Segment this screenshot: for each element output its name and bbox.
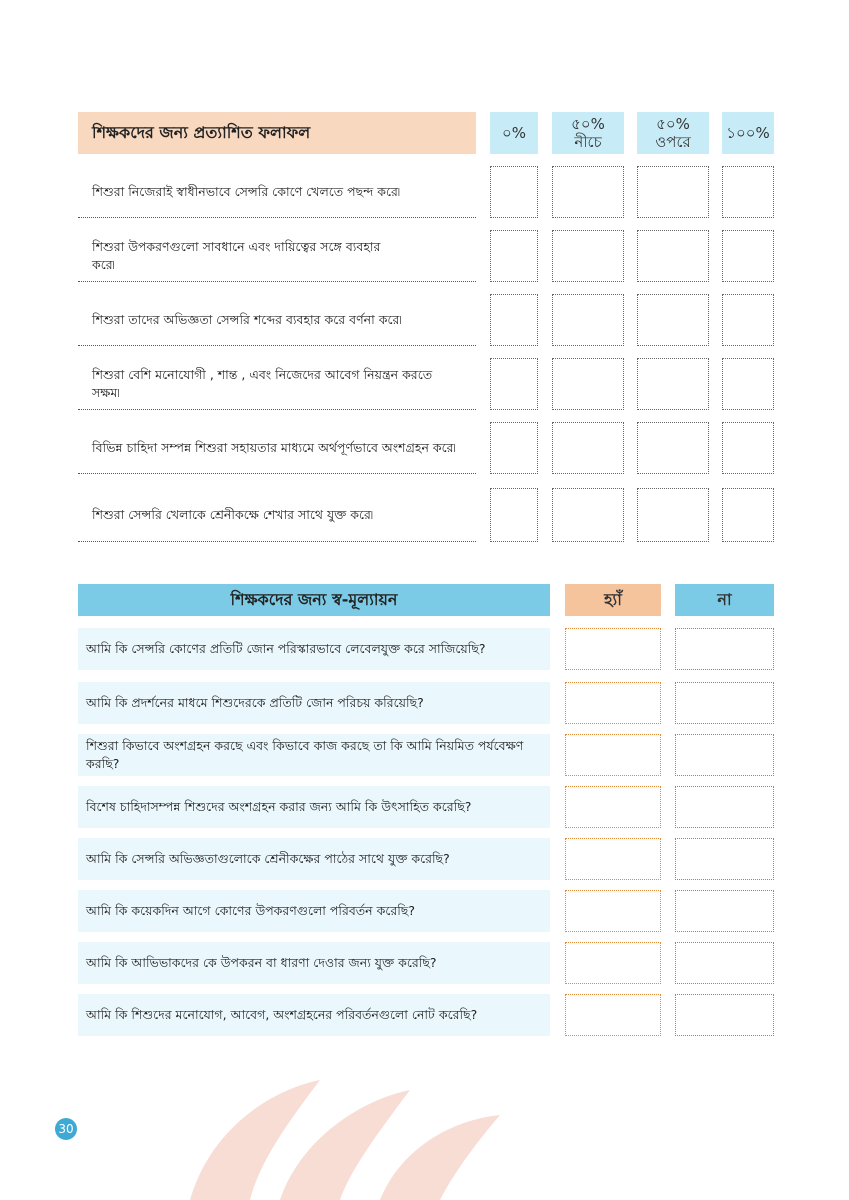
- rating-checkbox[interactable]: [490, 166, 538, 218]
- yes-checkbox[interactable]: [565, 786, 661, 828]
- decorative-petals: [150, 1060, 610, 1200]
- no-checkbox[interactable]: [675, 994, 774, 1036]
- rating-checkbox[interactable]: [552, 294, 624, 346]
- rating-checkbox[interactable]: [552, 422, 624, 474]
- rating-checkbox[interactable]: [722, 422, 774, 474]
- rating-checkbox[interactable]: [490, 488, 538, 542]
- rating-checkbox[interactable]: [552, 230, 624, 282]
- table2-row: বিশেষ চাহিদাসম্পন্ন শিশুদের অংশগ্রহন করার জন্য আমি কি উৎসাহিত করেছি?: [78, 786, 550, 828]
- column-100-percent: ১০০%: [722, 112, 774, 154]
- table1-header: [78, 112, 476, 154]
- rating-checkbox[interactable]: [637, 294, 709, 346]
- table2-row: আমি কি আভিভাকদের কে উপকরন বা ধারণা দেওার জন্য যুক্ত করেছি?: [78, 942, 550, 984]
- rating-checkbox[interactable]: [722, 294, 774, 346]
- yes-checkbox[interactable]: [565, 942, 661, 984]
- yes-checkbox[interactable]: [565, 628, 661, 670]
- table2-row: শিশুরা কিভাবে অংশগ্রহন করছে এবং কিভাবে কাজ করছে তা কি আমি নিয়মিত পর্যবেক্ষণ করছি?: [78, 734, 550, 776]
- rating-checkbox[interactable]: [637, 488, 709, 542]
- table1-row: শিশুরা বেশি মনোযোগী , শান্ত , এবং নিজেদের আবেগ নিয়ন্ত্রন করতে সক্ষম৷: [78, 358, 476, 410]
- column-yes: হ্যাঁ: [565, 584, 661, 616]
- table2-row: আমি কি শিশুদের মনোযোগ, আবেগ, অংশগ্রহনের পরিবর্তনগুলো নোট করেছি?: [78, 994, 550, 1036]
- no-checkbox[interactable]: [675, 682, 774, 724]
- rating-checkbox[interactable]: [637, 166, 709, 218]
- rating-checkbox[interactable]: [490, 230, 538, 282]
- rating-checkbox[interactable]: [637, 422, 709, 474]
- no-checkbox[interactable]: [675, 890, 774, 932]
- yes-checkbox[interactable]: [565, 838, 661, 880]
- rating-checkbox[interactable]: [637, 230, 709, 282]
- yes-checkbox[interactable]: [565, 734, 661, 776]
- yes-checkbox[interactable]: [565, 994, 661, 1036]
- column-0-percent: ০%: [490, 112, 538, 154]
- rating-checkbox[interactable]: [490, 358, 538, 410]
- rating-checkbox[interactable]: [722, 230, 774, 282]
- column-below-50-percent: ৫০% নীচে: [552, 112, 624, 154]
- yes-checkbox[interactable]: [565, 682, 661, 724]
- table2-row: আমি কি কয়েকদিন আগে কোণের উপকরণগুলো পরিবর্তন করেছি?: [78, 890, 550, 932]
- table1-row: বিভিন্ন চাহিদা সম্পন্ন শিশুরা সহায়তার মাধ্যমে অর্থপূর্ণভাবে অংশগ্রহন করে৷: [78, 422, 476, 474]
- no-checkbox[interactable]: [675, 942, 774, 984]
- table1-row: শিশুরা সেন্সরি খেলাকে শ্রেনীকক্ষে শেখার সাথে যুক্ত করে৷: [78, 488, 476, 542]
- rating-checkbox[interactable]: [722, 166, 774, 218]
- no-checkbox[interactable]: [675, 838, 774, 880]
- table2-row: আমি কি সেন্সরি কোণের প্রতিটি জোন পরিস্কারভাবে লেবেলযুক্ত করে সাজিয়েছি?: [78, 628, 550, 670]
- table2-row: আমি কি প্রদর্শনের মাধমে শিশুদেরকে প্রতিটি জোন পরিচয় করিয়েছি?: [78, 682, 550, 724]
- table1-header-text: শিক্ষকদের জন্য প্রত্যাশিত ফলাফল: [92, 122, 311, 142]
- no-checkbox[interactable]: [675, 734, 774, 776]
- table2-row: আমি কি সেন্সরি অভিজ্ঞতাগুলোকে শ্রেনীকক্ষের পাঠের সাথে যুক্ত করেছি?: [78, 838, 550, 880]
- page-number-badge: 30: [55, 1118, 77, 1140]
- column-no: না: [675, 584, 774, 616]
- no-checkbox[interactable]: [675, 786, 774, 828]
- rating-checkbox[interactable]: [552, 358, 624, 410]
- rating-checkbox[interactable]: [552, 166, 624, 218]
- rating-checkbox[interactable]: [552, 488, 624, 542]
- rating-checkbox[interactable]: [490, 422, 538, 474]
- table2-header: [78, 584, 550, 616]
- rating-checkbox[interactable]: [490, 294, 538, 346]
- rating-checkbox[interactable]: [637, 358, 709, 410]
- no-checkbox[interactable]: [675, 628, 774, 670]
- table1-row: শিশুরা উপকরণগুলো সাবধানে এবং দায়িত্বের সঙ্গে ব্যবহার করে৷: [78, 230, 476, 282]
- yes-checkbox[interactable]: [565, 890, 661, 932]
- rating-checkbox[interactable]: [722, 488, 774, 542]
- table1-row: শিশুরা তাদের অভিজ্ঞতা সেন্সরি শব্দের ব্যবহার করে বর্ণনা করে৷: [78, 294, 476, 346]
- rating-checkbox[interactable]: [722, 358, 774, 410]
- table1-row: শিশুরা নিজেরাই স্বাধীনভাবে সেন্সরি কোণে খেলতে পছন্দ করে৷: [78, 166, 476, 218]
- column-above-50-percent: ৫০% ওপরে: [637, 112, 709, 154]
- table2-header-text: শিক্ষকদের জন্য স্ব-মূল্যায়ন: [230, 589, 398, 609]
